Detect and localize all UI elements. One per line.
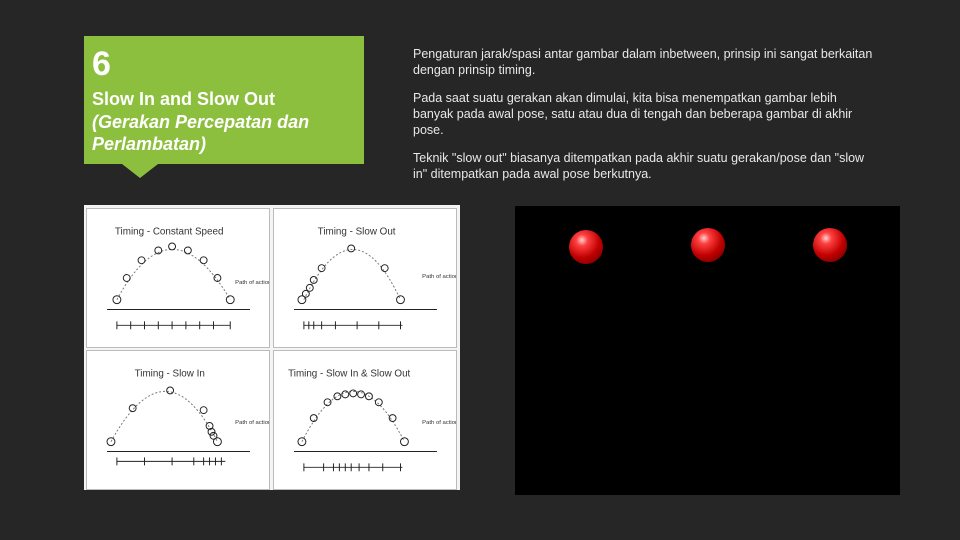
path-label: Path of action (235, 419, 269, 426)
slide-subtitle: (Gerakan Percepatan dan Perlambatan) (92, 112, 310, 154)
path-label: Path of action (235, 279, 269, 286)
path-label: Path of action (422, 274, 456, 280)
panel-constant-speed (86, 208, 270, 348)
timing-diagram (84, 205, 460, 490)
panel-slow-out (273, 208, 457, 348)
panel-title: Timing - Constant Speed (114, 226, 224, 238)
panel-title: Timing - Slow In (134, 368, 205, 380)
ball-1 (569, 230, 603, 264)
panel-slow-in (86, 350, 270, 490)
slide-number: 6 (92, 45, 111, 83)
paragraph-2: Pada saat suatu gerakan akan dimulai, kita bisa menempatkan gambar lebih banyak pada awal pose, satu atau dua di tengah dan beberapa gambar di akhir pose. (413, 91, 853, 137)
animation-preview (515, 206, 900, 495)
slide-title: Slow In and Slow Out (92, 89, 275, 109)
panel-title: Timing - Slow In & Slow Out (288, 368, 411, 380)
panel-slow-in-slow-out (273, 350, 457, 490)
ball-2 (691, 228, 725, 262)
path-label: Path of action (422, 419, 456, 426)
paragraph-3: Teknik "slow out" biasanya ditempatkan pada akhir suatu gerakan/pose dan "slow in" ditempatkan pada awal pose berkutnya. (413, 151, 865, 181)
ball-3 (813, 228, 847, 262)
panel-title: Timing - Slow Out (317, 226, 396, 238)
paragraph-1: Pengaturan jarak/spasi antar gambar dalam inbetween, prinsip ini sangat berkaitan dengan prinsip timing. (413, 47, 873, 77)
card-pointer (122, 164, 158, 178)
